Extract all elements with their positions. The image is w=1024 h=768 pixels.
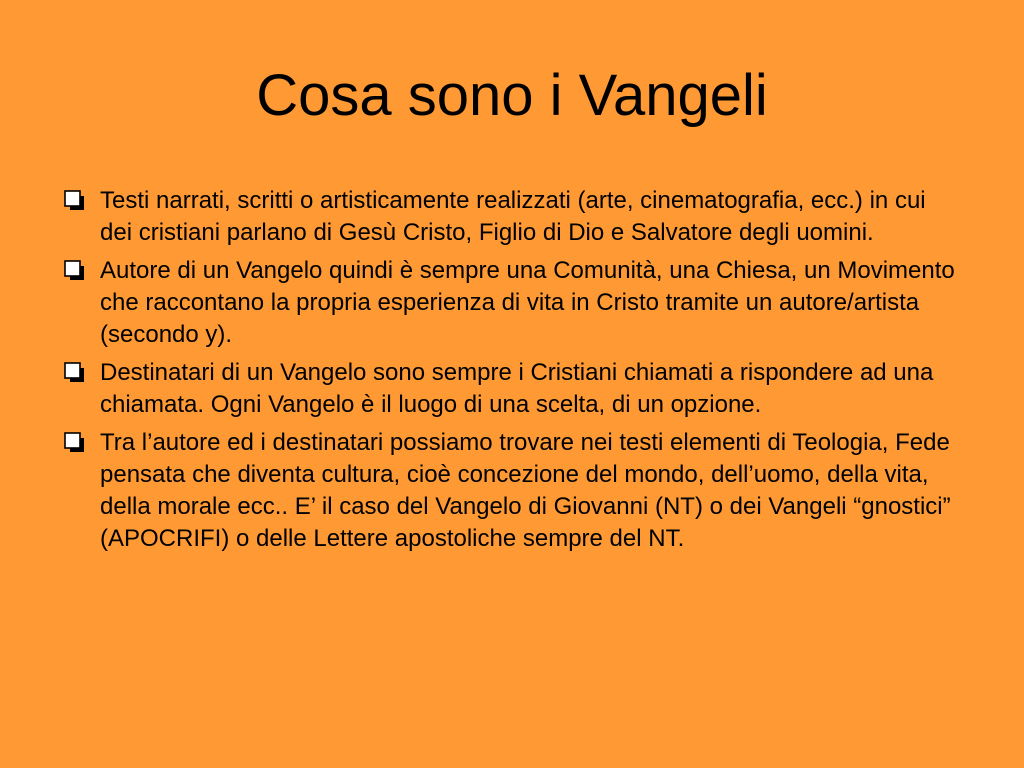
bullet-text: Autore di un Vangelo quindi è sempre una Comunità, una Chiesa, un Movimento che raccontano la propria esperienza di vita in Cristo tramite un autore/artista (secondo y). <box>100 257 955 348</box>
bullet-item <box>62 357 962 421</box>
checkbox-square-icon <box>64 190 85 211</box>
bullet-item <box>62 255 962 351</box>
bullet-list <box>62 185 962 561</box>
bullet-item <box>62 185 962 249</box>
bullet-text: Tra l’autore ed i destinatari possiamo trovare nei testi elementi di Teologia, Fede pensata che diventa cultura, cioè concezione del mondo, dell’uomo, della vita, della morale ecc.. E’ il caso del Vangelo di Giovanni (NT) o dei Vangeli “gnostici” (APOCRIFI) o delle Lettere apostoliche sempre del NT. <box>100 429 951 552</box>
slide-title: Cosa sono i Vangeli <box>256 63 768 128</box>
checkbox-square-icon <box>64 362 85 383</box>
checkbox-square-icon <box>64 260 85 281</box>
bullet-text: Destinatari di un Vangelo sono sempre i Cristiani chiamati a rispondere ad una chiamata. Ogni Vangelo è il luogo di una scelta, di un opzione. <box>100 359 934 418</box>
bullet-text: Testi narrati, scritti o artisticamente realizzati (arte, cinematografia, ecc.) in cui dei cristiani parlano di Gesù Cristo, Figlio di Dio e Salvatore degli uomini. <box>100 187 926 246</box>
bullet-item <box>62 427 962 555</box>
checkbox-square-icon <box>64 432 85 453</box>
